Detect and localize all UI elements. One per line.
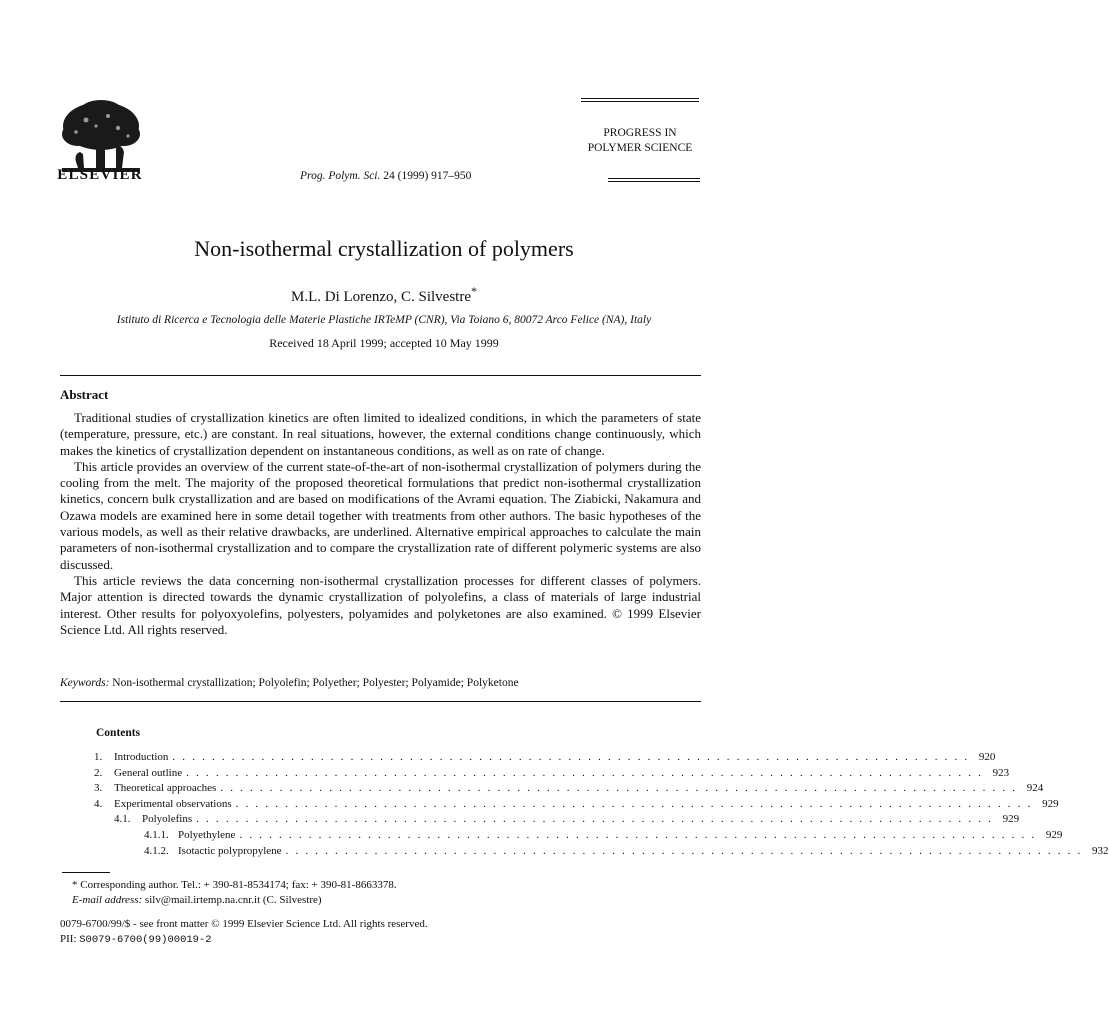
toc-entry-number: 4. [94, 797, 103, 810]
footnote-rule [62, 872, 110, 873]
journal-volume-pages: 24 (1999) 917–950 [380, 170, 472, 182]
keywords-line [60, 677, 519, 689]
toc-entry-number: 1. [94, 751, 103, 763]
toc-entry-introduction[interactable] [94, 751, 996, 767]
abstract-body [60, 410, 701, 638]
journal-name-line-1: PROGRESS IN [603, 127, 677, 139]
journal-name [580, 126, 700, 156]
toc-entry-title: Introduction [114, 751, 169, 763]
author-names: M.L. Di Lorenzo, C. Silvestre [291, 289, 471, 305]
toc-entry-polyolefins[interactable] [94, 813, 1020, 829]
toc-entry-number: 3. [94, 782, 103, 795]
abstract-paragraph-1: Traditional studies of crystallization kinetics are often limited to idealized conditions, in which the parameters of state (temperature, pressure, etc.) are constant. In real situations, however, the external conditions change continuously, which makes the kinetics of crystallization dependent on instantaneous conditions, as well as on rate of change. [60, 410, 701, 458]
journal-name-top-rule-2 [581, 101, 699, 102]
journal-reference [300, 170, 471, 182]
contents-heading: Contents [96, 727, 141, 739]
journal-abbrev: Prog. Polym. Sci. [300, 170, 381, 182]
toc-entry-page: 923 [992, 766, 1010, 779]
toc-leader-dots: . . . . . . . . . . . . . . . . . . . . . . . . . . . . . . . . . . . . . . . . . . . . . . . . . . . . . . . . . . . . . . . . . . . . . . . . . . . . . . . . . [235, 797, 1033, 810]
abstract-paragraph-2: This article provides an overview of the current state-of-the-art of non-isothermal crystallization of polymers during the cooling from the melt. The majority of the proposed theoretical formulations that predict non-isothermal crystallization kinetics, concern bulk crystallization and are based on modifications of the Avrami equation. The Ziabicki, Nakamura and Ozawa models are examined here in some detail together with treatments from other authors. The basic hypotheses of the various models, as well as their relative drawbacks, are underlined. Alternative empirical approaches to calculate the main parameters of non-isothermal crystallization and to compare the crystallization rate of different polymeric systems are also discussed. [60, 458, 701, 572]
article-title: Non-isothermal crystallization of polymers [194, 236, 574, 261]
toc-entry-title: Polyethylene [178, 828, 236, 841]
toc-entry-title: Isotactic polypropylene [178, 844, 282, 857]
toc-leader-dots: . . . . . . . . . . . . . . . . . . . . . . . . . . . . . . . . . . . . . . . . . . . . . . . . . . . . . . . . . . . . . . . . . . . . . . . . . . . . . . . . . [239, 828, 1037, 841]
pii-line [60, 933, 212, 946]
toc-entry-page: 929 [1045, 828, 1063, 841]
abstract-top-rule [60, 375, 701, 376]
toc-entry-number: 4.1.1. [144, 828, 169, 841]
article-authors [0, 284, 768, 306]
toc-entry-polyethylene[interactable] [94, 828, 1063, 845]
toc-entry-title: General outline [114, 766, 183, 779]
toc-entry-number: 2. [94, 766, 103, 779]
toc-entry-isotactic-polypropylene[interactable] [94, 844, 1109, 861]
corresponding-author-mark: * [470, 284, 477, 298]
toc-entry-title: Polyolefins [142, 813, 193, 826]
journal-name-bottom-rule-2 [608, 181, 700, 182]
journal-name-bottom-rule-1 [608, 178, 700, 179]
toc-leader-dots: . . . . . . . . . . . . . . . . . . . . . . . . . . . . . . . . . . . . . . . . . . . . . . . . . . . . . . . . . . . . . . . . . . . . . . . . . . . . . . . . . [196, 813, 994, 826]
journal-name-line-2: POLYMER SCIENCE [587, 142, 693, 154]
corresponding-author-footnote: * Corresponding author. Tel.: + 390-81-8534174; fax: + 390-81-8663378. [72, 879, 397, 891]
toc-leader-dots: . . . . . . . . . . . . . . . . . . . . . . . . . . . . . . . . . . . . . . . . . . . . . . . . . . . . . . . . . . . . . . . . . . . . . . . . . . . . . . . . . [285, 844, 1083, 857]
toc-entry-page: 932 [1092, 844, 1109, 857]
publisher-wordmark: ELSEVIER [57, 167, 143, 183]
toc-entry-general-outline[interactable] [94, 766, 1010, 783]
toc-entry-page: 920 [978, 751, 996, 763]
pii-label: PII: [60, 933, 80, 945]
toc-entry-title: Theoretical approaches [114, 782, 217, 795]
toc-entry-page: 929 [1002, 813, 1020, 826]
journal-name-top-rule-1 [581, 98, 699, 99]
toc-entry-page: 929 [1042, 797, 1059, 810]
keywords-label: Keywords: [60, 677, 110, 689]
pii-value: S0079-6700(99)00019-2 [79, 934, 212, 946]
toc-entry-experimental-observations[interactable] [94, 797, 1059, 814]
contents-top-rule [60, 701, 701, 702]
toc-entry-title: Experimental observations [114, 797, 232, 810]
copyright-line: 0079-6700/99/$ - see front matter © 1999 Elsevier Science Ltd. All rights reserved. [60, 918, 428, 930]
email-address[interactable]: silv@mail.irtemp.na.cnr.it (C. Silvestre) [142, 894, 322, 906]
email-label: E-mail address: [72, 894, 143, 906]
toc-leader-dots: . . . . . . . . . . . . . . . . . . . . . . . . . . . . . . . . . . . . . . . . . . . . . . . . . . . . . . . . . . . . . . . . . . . . . . . . . . . . . . . . . [220, 782, 1018, 795]
toc-entry-number: 4.1.2. [144, 844, 169, 857]
abstract-heading: Abstract [60, 387, 109, 402]
toc-leader-dots: . . . . . . . . . . . . . . . . . . . . . . . . . . . . . . . . . . . . . . . . . . . . . . . . . . . . . . . . . . . . . . . . . . . . . . . . . . . . . . . . . [186, 766, 984, 779]
received-dates: Received 18 April 1999; accepted 10 May 1999 [269, 336, 499, 350]
toc-entry-page: 924 [1026, 782, 1044, 795]
keywords-list: Non-isothermal crystallization; Polyolefin; Polyether; Polyester; Polyamide; Polyketone [112, 677, 519, 689]
abstract-paragraph-3: This article reviews the data concerning non-isothermal crystallization processes for different classes of polymers. Major attention is directed towards the dynamic crystallization of polyolefins, a class of materials of large industrial interest. Other results for polyoxyolefins, polyesters, polyamides and polyketones are also examined. © 1999 Elsevier Science Ltd. All rights reserved. [60, 572, 701, 637]
toc-leader-dots: . . . . . . . . . . . . . . . . . . . . . . . . . . . . . . . . . . . . . . . . . . . . . . . . . . . . . . . . . . . . . . . . . . . . . . . . . . . . . . . . . [172, 751, 970, 763]
author-affiliation: Istituto di Ricerca e Tecnologia delle Materie Plastiche IRTeMP (CNR), Via Toiano 6, 80072 Arco Felice (NA), Italy [116, 314, 652, 326]
toc-entry-theoretical-approaches[interactable] [94, 782, 1044, 798]
toc-entry-number: 4.1. [114, 813, 131, 826]
table-of-contents [94, 751, 1109, 860]
email-footnote [72, 894, 322, 906]
